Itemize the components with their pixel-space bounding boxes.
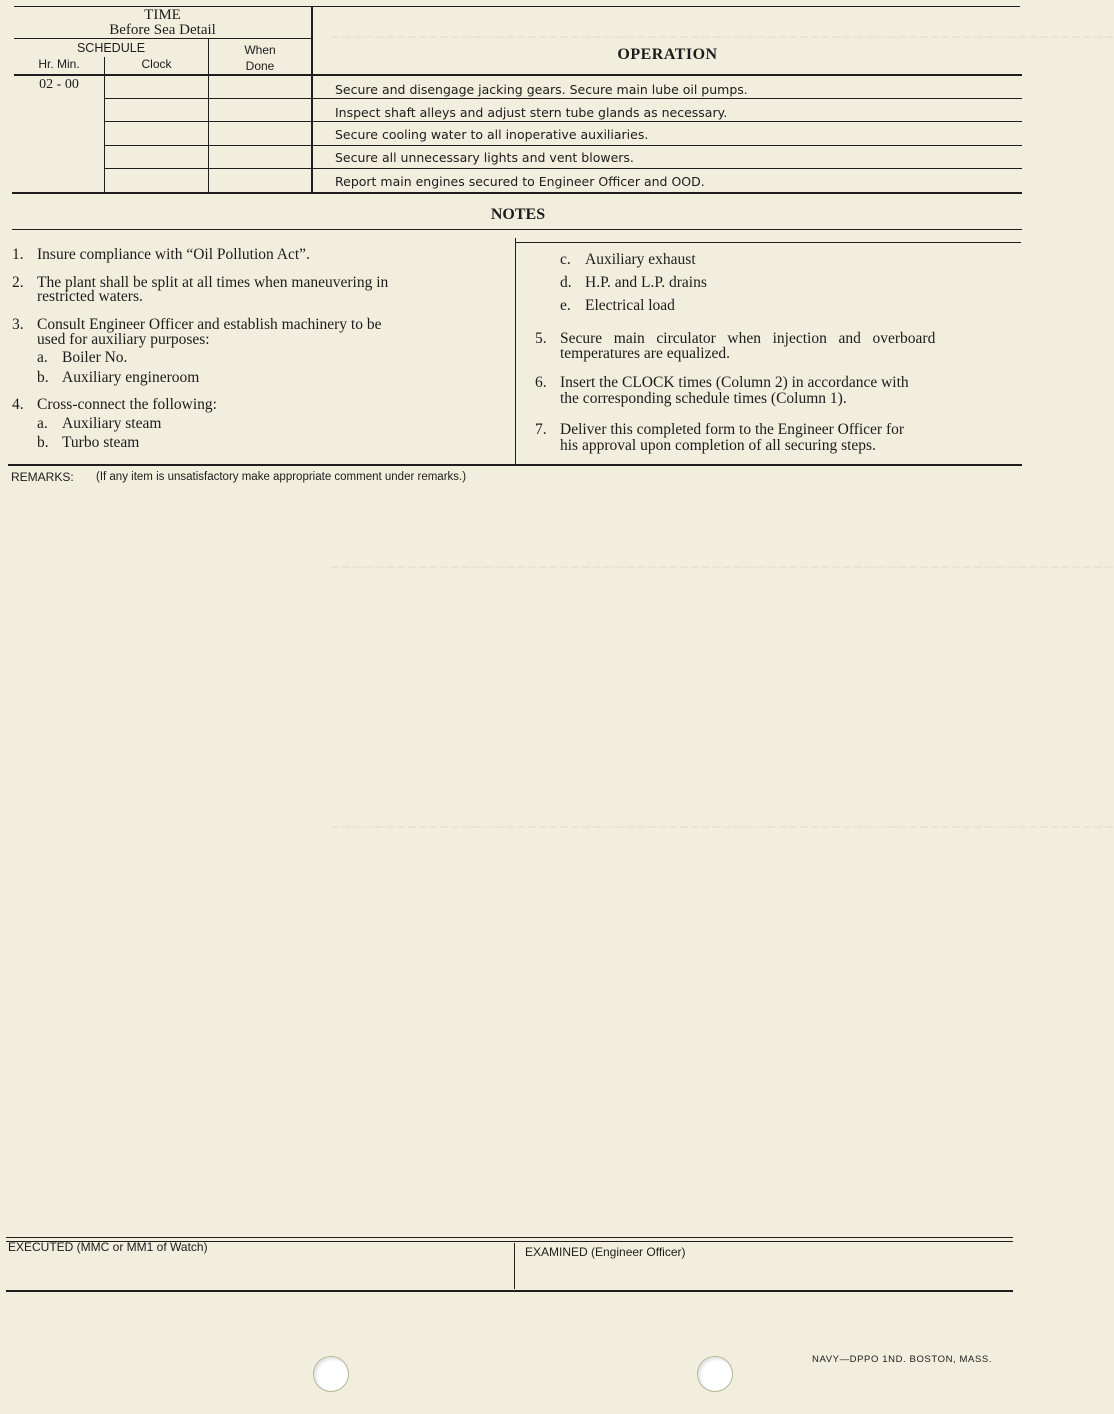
note-item: 2. The plant shall be split at all times when maneuvering in restricted waters.	[12, 274, 389, 305]
executed-label: EXECUTED (MMC or MM1 of Watch)	[8, 1240, 208, 1254]
operation-heading: OPERATION	[617, 46, 718, 63]
clock-field[interactable]	[105, 99, 208, 121]
bleed-through-text: ~~~~~~~~~~~~~~~~~~~~~~~~~~~~~~~~~~~~~~~~~~~~~~~~~~~~~~~~~~~~~~~~~~~~~~~~	[330, 820, 1114, 835]
when-done-field[interactable]	[209, 76, 311, 98]
clock-field[interactable]	[105, 169, 208, 192]
when-done-field[interactable]	[209, 99, 311, 121]
hr-min-heading: Hr. Min.	[38, 57, 80, 71]
schedule-time-cell: 02 - 00	[39, 77, 79, 92]
remarks-area[interactable]	[8, 490, 1022, 1232]
clock-heading: Clock	[141, 57, 172, 71]
when-done-field[interactable]	[209, 122, 311, 145]
clock-field[interactable]	[105, 122, 208, 145]
operation-row: Inspect shaft alleys and adjust stern tube glands as necessary.	[335, 105, 728, 120]
time-heading: TIME	[144, 7, 181, 23]
done-heading: Done	[245, 59, 275, 73]
punch-hole	[697, 1356, 733, 1392]
bleed-through-text: ~~~~~~~~~~~~~~~~~~~~~~~~~~~~~~~~~~~~~~~~~~~~~~~~~~~~~~~~~~~~~~~~~~~~~~~~	[330, 30, 1114, 45]
printer-imprint: NAVY—DPPO 1ND. BOSTON, MASS.	[812, 1354, 993, 1365]
when-done-field[interactable]	[209, 169, 311, 192]
clock-field[interactable]	[105, 146, 208, 168]
operation-row: Secure cooling water to all inoperative auxiliaries.	[335, 127, 649, 142]
examined-signature-field[interactable]	[520, 1261, 1010, 1289]
operation-row: Report main engines secured to Engineer Officer and OOD.	[335, 174, 705, 189]
schedule-heading: SCHEDULE	[76, 41, 146, 55]
note-item: 5. Secure main circulator when injection and overboard temperatures are equalized.	[535, 330, 936, 362]
when-done-field[interactable]	[209, 146, 311, 168]
before-sea-detail-heading: Before Sea Detail	[109, 22, 216, 38]
examined-label: EXAMINED (Engineer Officer)	[525, 1245, 686, 1259]
notes-heading: NOTES	[490, 206, 546, 223]
operation-row: Secure and disengage jacking gears. Secure main lube oil pumps.	[335, 82, 748, 97]
bleed-through-text: ~~~~~~~~~~~~~~~~~~~~~~~~~~~~~~~~~~~~~~~~~~~~~~~~~~~~~~~~~~~~~~~~~~~~~~~~	[330, 560, 1114, 575]
when-heading: When	[244, 43, 276, 57]
note-item: 6. Insert the CLOCK times (Column 2) in accordance with the corresponding schedule times (Column 1).	[535, 374, 909, 407]
note-item: 3. Consult Engineer Officer and establish machinery to be used for auxiliary purposes:	[12, 316, 382, 348]
remarks-label: REMARKS:	[11, 470, 74, 484]
note-item: 7. Deliver this completed form to the Engineer Officer for his approval upon completion of all securing steps.	[535, 421, 905, 454]
remarks-instruction: (If any item is unsatisfactory make appropriate comment under remarks.)	[96, 471, 467, 483]
executed-signature-field[interactable]	[8, 1256, 508, 1288]
clock-field[interactable]	[105, 76, 208, 98]
operation-row: Secure all unnecessary lights and vent blowers.	[335, 150, 634, 165]
punch-hole	[313, 1356, 349, 1392]
